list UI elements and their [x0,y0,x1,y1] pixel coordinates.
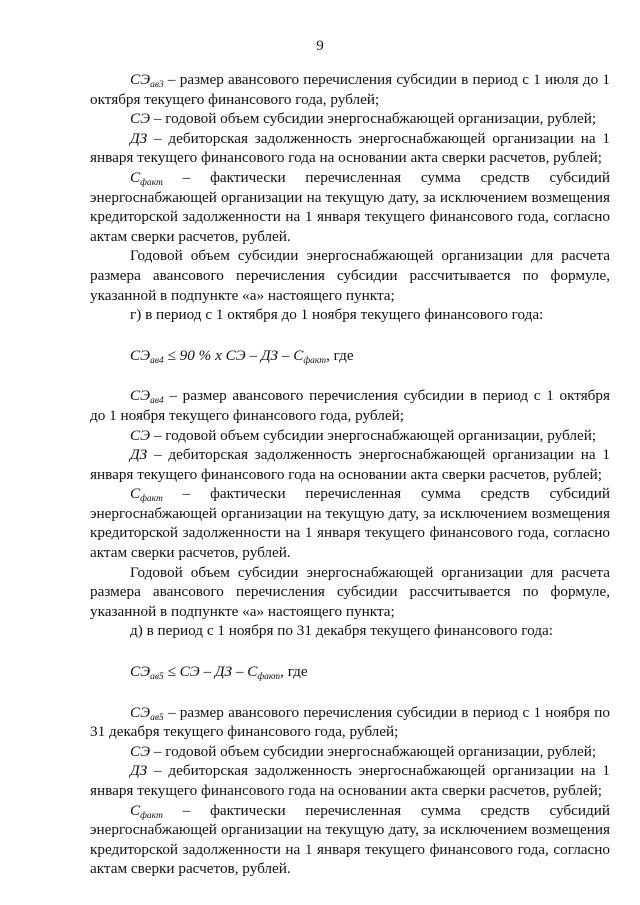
definition-se-av5: $СЭ_{ав5}$ – размер авансового перечисления субсидии в период с 1 ноября по 31 декабря текущего финансового года, рублей; [90,703,610,741]
formula-se-av5: $СЭ_{ав5}$ ≤ СЭ – ДЗ – $С_{факт}$, где [130,663,308,683]
definition-se-av4: $СЭ_{ав4}$ – размер авансового перечисления субсидии в период с 1 октября до 1 ноября текущего финансового года, рублей; [90,387,610,424]
annual-volume-note: Годовой объем субсидии энергоснабжающей организации для расчета размера авансового перечисления субсидии рассчитывается по формуле, указанной в подпункте «а» настоящего пункта; [90,247,610,304]
item-d-heading: д) в период с 1 ноября по 31 декабря текущего финансового года: [130,622,553,640]
definition-c-fakt: $С_{факт}$ – фактически перечисленная сумма средств субсидий энергоснабжающей организации на текущую дату, за исключением возмещения кредиторской задолженности на 1 января текущего финансового года, согласно актам сверки расчетов, рублей. [90,168,610,245]
definition-c-fakt: $С_{факт}$ – фактически перечисленная сумма средств субсидий энергоснабжающей организации на текущую дату, за исключением возмещения кредиторской задолженности на 1 января текущего финансового года, согласно актам сверки расчетов, рублей. [90,485,610,562]
formula-se-av4: $СЭ_{ав4} \le 90$ % х СЭ – ДЗ – $С_{факт}$, где [130,346,354,366]
definition-se: СЭ – годовой объем субсидии энергоснабжающей организации, рублей; [130,110,597,128]
definition-dz: ДЗ – дебиторская задолженность энергоснабжающей организации на 1 января текущего финансового года на основании акта сверки расчетов, рублей; [90,446,610,483]
page-number: 9 [316,38,324,54]
annual-volume-note: Годовой объем субсидии энергоснабжающей организации для расчета размера авансового перечисления субсидии рассчитывается по формуле, указанной в подпункте «а» настоящего пункта; [90,563,610,620]
definition-se: СЭ – годовой объем субсидии энергоснабжающей организации, рублей; [130,426,597,444]
definition-se: СЭ – годовой объем субсидии энергоснабжающей организации, рублей; [130,742,597,760]
definition-se-av3: $СЭ_{ав3}$ – размер авансового перечисления субсидии в период с 1 июля до 1 октября текущего финансового года, рублей; [90,71,610,108]
definition-dz: ДЗ – дебиторская задолженность энергоснабжающей организации на 1 января текущего финансового года на основании акта сверки расчетов, рублей; [90,762,610,799]
definition-c-fakt: $С_{факт}$ – фактически перечисленная сумма средств субсидий энергоснабжающей организации на текущую дату, за исключением возмещения кредиторской задолженности на 1 января текущего финансового года, согласно актам сверки расчетов, рублей. [90,801,610,878]
definition-dz: ДЗ – дебиторская задолженность энергоснабжающей организации на 1 января текущего финансового года на основании акта сверки расчетов, рублей; [90,129,610,167]
item-g-heading: г) в период с 1 октября до 1 ноября текущего финансового года: [130,306,544,324]
document-body [90,70,610,879]
